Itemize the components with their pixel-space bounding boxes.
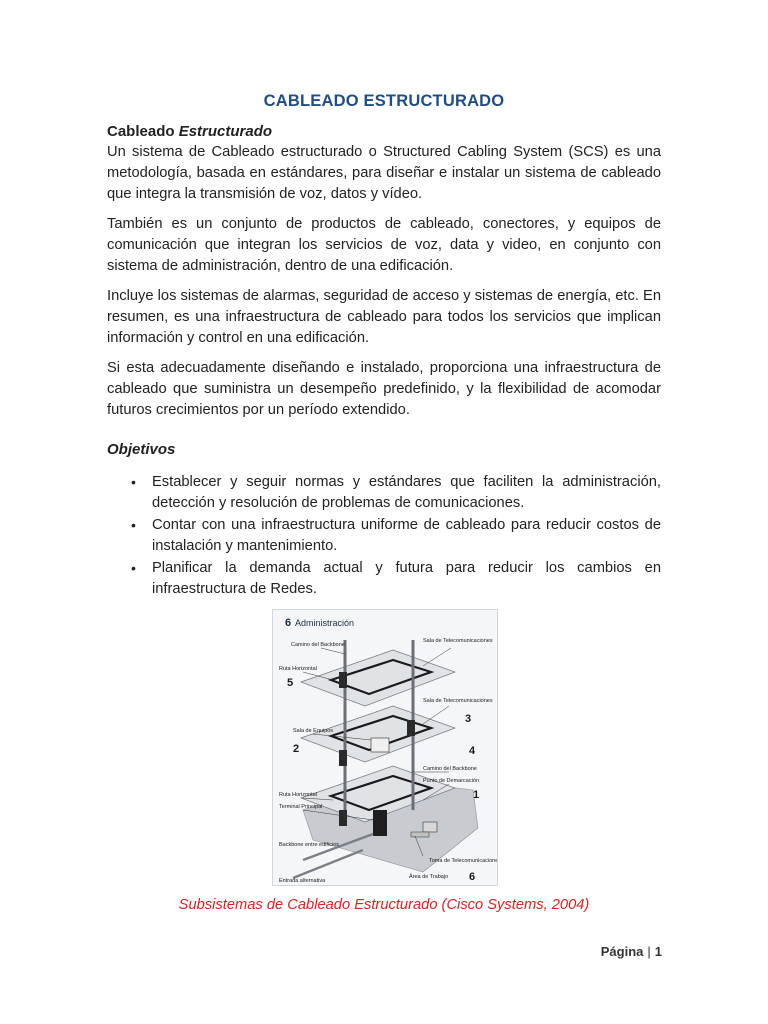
label-demarcation-point: Punto de Demarcación — [423, 778, 479, 784]
bullet-icon: • — [131, 474, 136, 490]
telecom-rack-top — [339, 672, 347, 688]
label-backbone-between-buildings: Backbone entre edificios — [279, 842, 339, 848]
label-backbone-mid: Camino del Backbone — [423, 766, 477, 772]
objectives-list — [107, 472, 661, 601]
label-telecom-outlet: Toma de Telecomunicaciones — [429, 858, 497, 864]
label-number-3: 3 — [465, 713, 472, 725]
workstation-monitor — [423, 822, 437, 832]
footer-separator: | — [647, 944, 651, 959]
label-telecom-room-top: Sala de Telecomunicaciones — [423, 638, 493, 644]
cabling-diagram — [273, 610, 497, 885]
paragraph-3: Incluye los sistemas de alarmas, seguridad de acceso y sistemas de energía, etc. En resumen, es una infraestructura de cableado para todos los servicios que implican información y control en una edificación. — [107, 288, 661, 346]
label-horizontal-route-top: Ruta Horizontal — [279, 666, 317, 672]
paragraph-2: También es un conjunto de productos de cableado, conectores, y equipos de comunicación que integran los servicios de voz, data y video, en conjunto con sistema de administración, dentro de una edificación. — [107, 216, 661, 274]
list-item-text: Establecer y seguir normas y estándares que faciliten la administración, detección y resolución de problemas de comunicaciones. — [152, 474, 661, 511]
label-equipment-room: Sala de Equipos — [293, 728, 334, 734]
list-item — [107, 558, 661, 600]
list-item-text: Contar con una infraestructura uniforme de cableado para reducir costos de instalación y mantenimiento. — [152, 517, 661, 554]
bullet-icon: • — [131, 517, 136, 533]
list-item — [107, 515, 661, 557]
label-alternate-entrance: Entrada alternativa — [279, 878, 326, 884]
label-backbone-top: Camino del Backbone — [291, 642, 345, 648]
label-number-2: 2 — [293, 743, 300, 755]
paragraph-1: Un sistema de Cableado estructurado o Structured Cabling System (SCS) es una metodología, basada en estándares, para diseñar e instalar un sistema de cableado que integra la transmisión de voz, datos y vídeo. — [107, 144, 661, 202]
telecom-rack-middle — [407, 720, 415, 736]
label-number-1: 1 — [473, 789, 480, 801]
equipment-box — [371, 738, 389, 752]
figure-header-number: 6 — [285, 617, 292, 629]
subtitle-normal: Cableado — [107, 123, 179, 140]
page-number: 1 — [654, 944, 662, 959]
label-number-6: 6 — [469, 871, 476, 883]
main-terminal-rack — [373, 810, 387, 836]
footer-label: Página — [600, 944, 644, 959]
list-item-text: Planificar la demanda actual y futura para reducir los cambios en infraestructura de Redes. — [152, 560, 661, 597]
page-footer — [601, 944, 662, 959]
figure-caption: Subsistemas de Cableado Estructurado (Cisco Systems, 2004) — [178, 897, 590, 913]
label-number-5: 5 — [287, 677, 294, 689]
page-title: CABLEADO ESTRUCTURADO — [263, 92, 505, 110]
label-horizontal-route-bottom: Ruta Horizontal — [279, 792, 317, 798]
bullet-icon: • — [131, 560, 136, 576]
label-work-area: Área de Trabajo — [409, 874, 449, 880]
cabling-subsystems-figure — [272, 609, 498, 886]
list-item — [107, 472, 661, 514]
objectives-heading: Objetivos — [107, 441, 176, 458]
label-telecom-room-mid: Sala de Telecomunicaciones — [423, 698, 493, 704]
workstation-desk — [411, 832, 429, 837]
subtitle-italic: Estructurado — [178, 123, 273, 140]
label-number-4: 4 — [469, 745, 476, 757]
label-main-terminal: Terminal Principal — [279, 804, 323, 810]
paragraph-4: Si esta adecuadamente diseñando e instalado, proporciona una infraestructura de cableado que suministra un desempeño predefinido, y la flexibilidad de acomodar futuros crecimientos por un período extendido. — [107, 360, 661, 418]
telecom-rack-mid-left — [339, 750, 347, 766]
section-subtitle — [107, 123, 272, 140]
figure-header-label: Administración — [295, 618, 355, 628]
telecom-rack-bottom — [339, 810, 347, 826]
